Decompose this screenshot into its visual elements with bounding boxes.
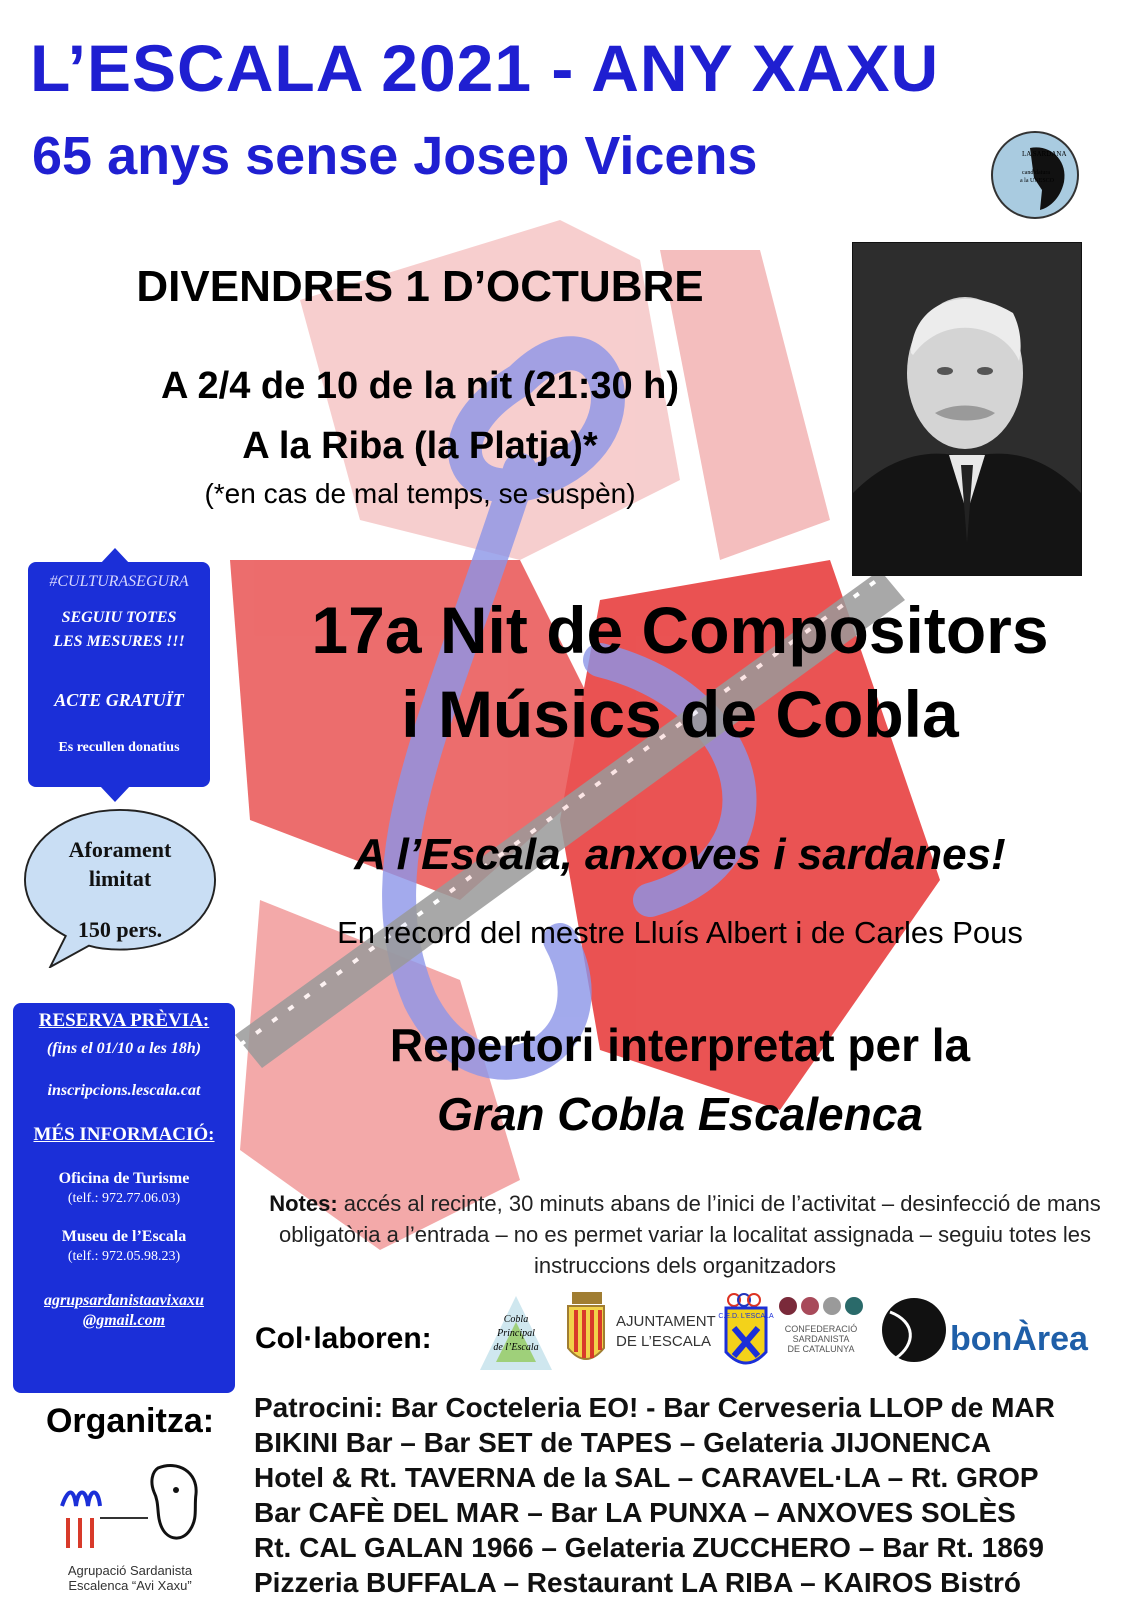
tourism-office-phone: (telf.: 972.77.06.03) bbox=[67, 1191, 181, 1206]
tourism-office-name: Oficina de Turisme bbox=[58, 1170, 190, 1187]
collaborators-label: Col·laboren: bbox=[255, 1322, 432, 1355]
cobla-logo-line2: Principal bbox=[497, 1328, 535, 1339]
poster-title: L’ESCALA 2021 - ANY XAXU bbox=[30, 31, 940, 105]
poster-subtitle: 65 anys sense Josep Vicens bbox=[32, 126, 758, 186]
confederacio-line2: SARDANISTA bbox=[792, 1334, 850, 1344]
tribute-line: En record del mestre Lluís Albert i de Carles Pous bbox=[337, 915, 1023, 950]
confederacio-line1: CONFEDERACIÓ bbox=[784, 1324, 858, 1334]
reservation-info-box bbox=[13, 1003, 235, 1393]
capacity-line1: Aforament bbox=[68, 837, 172, 862]
event-place: A la Riba (la Platja)* bbox=[242, 425, 598, 467]
josep-vicens-portrait bbox=[852, 242, 1082, 576]
box1-top-pointer bbox=[100, 548, 130, 564]
safety-info-box bbox=[28, 562, 210, 787]
ajuntament-line1: AJUNTAMENT bbox=[616, 1313, 716, 1330]
box1-bottom-pointer bbox=[100, 786, 130, 802]
collaborator-logos bbox=[476, 1292, 1126, 1374]
sardana-unesco-badge bbox=[990, 130, 1080, 220]
event-time: A 2/4 de 10 de la nit (21:30 h) bbox=[160, 365, 680, 407]
organizer-name-line2: Escalenca “Avi Xaxu” bbox=[68, 1578, 192, 1593]
notes-text: accés al recinte, 30 minuts abans de l’inici de l’activitat – desinfecció de mans obligatòria a l’entrada – no es permet variar la localitat assignada – seguiu totes les instruccions dels organitzadors bbox=[278, 1191, 1101, 1278]
repertoire-line2: Gran Cobla Escalenca bbox=[437, 1088, 923, 1140]
free-event-label: ACTE GRATUÏT bbox=[54, 690, 184, 710]
cobla-logo-line1: Cobla bbox=[503, 1314, 529, 1325]
ajuntament-logo bbox=[568, 1292, 716, 1359]
reserve-website[interactable]: inscripcions.lescala.cat bbox=[47, 1082, 201, 1099]
notes-label: Notes: bbox=[269, 1191, 338, 1216]
capacity-text bbox=[30, 835, 210, 944]
sponsors-line: Bar CAFÈ DEL MAR – Bar LA PUNXA – ANXOVES SOLÈS bbox=[254, 1497, 1016, 1528]
notes-paragraph bbox=[250, 1188, 1120, 1281]
sponsors-line: Patrocini: Bar Cocteleria EO! - Bar Cerveseria LLOP de MAR bbox=[254, 1392, 1055, 1423]
cobla-logo-line3: de l’Escala bbox=[493, 1342, 539, 1353]
sponsors-line: Hotel & Rt. TAVERNA de la SAL – CARAVEL·LA – Rt. GROP bbox=[254, 1462, 1039, 1493]
hashtag-label: #CULTURASEGURA bbox=[49, 573, 189, 590]
sponsors-line: BIKINI Bar – Bar SET de TAPES – Gelateria JIJONENCA bbox=[254, 1427, 992, 1458]
cobla-principal-logo bbox=[480, 1296, 552, 1370]
ajuntament-line2: DE L’ESCALA bbox=[616, 1333, 712, 1350]
reserve-deadline: (fins el 01/10 a les 18h) bbox=[46, 1040, 202, 1057]
email-line2[interactable]: @gmail.com bbox=[82, 1312, 166, 1329]
capacity-count: 150 pers. bbox=[77, 917, 163, 942]
weather-note: (*en cas de mal temps, se suspèn) bbox=[204, 478, 636, 509]
badge-line3: a la UNESCO bbox=[1020, 178, 1054, 184]
museum-name: Museu de l’Escala bbox=[61, 1228, 187, 1245]
main-event-title bbox=[240, 588, 1120, 756]
capacity-line2: limitat bbox=[88, 866, 152, 891]
organizer-name bbox=[40, 1563, 220, 1593]
badge-line2: candidatura bbox=[1022, 170, 1050, 176]
museum-phone: (telf.: 972.05.98.23) bbox=[67, 1249, 181, 1264]
reserve-heading: RESERVA PRÈVIA: bbox=[38, 1010, 210, 1031]
safety-line1: SEGUIU TOTES bbox=[61, 609, 177, 626]
ced-logo-text: C.E.D. L’ESCALA bbox=[718, 1313, 774, 1320]
organizer-name-line1: Agrupació Sardanista bbox=[67, 1563, 193, 1578]
main-title-line1: 17a Nit de Compositors bbox=[311, 593, 1049, 667]
bonarea-logo: bonÀrea bbox=[950, 1320, 1088, 1358]
main-title-line2: i Músics de Cobla bbox=[401, 677, 959, 751]
tennis-logo bbox=[882, 1298, 946, 1362]
ced-lescala-logo bbox=[718, 1294, 774, 1363]
event-date: DIVENDRES 1 D’OCTUBRE bbox=[136, 262, 704, 311]
organizer-label: Organitza: bbox=[45, 1402, 215, 1440]
slogan: A l’Escala, anxoves i sardanes! bbox=[354, 830, 1006, 879]
sponsors-line: Rt. CAL GALAN 1966 – Gelateria ZUCCHERO – Bar Rt. 1869 bbox=[254, 1532, 1044, 1563]
sponsors-list bbox=[254, 1390, 1124, 1600]
safety-line2: LES MESURES !!! bbox=[53, 633, 185, 650]
agrupacio-sardanista-logo bbox=[58, 1458, 208, 1558]
email-line1[interactable]: agrupsardanistaavixaxu bbox=[43, 1292, 205, 1309]
confederacio-sardanista-logo bbox=[779, 1297, 863, 1354]
confederacio-line3: DE CATALUNYA bbox=[787, 1344, 855, 1354]
repertoire-line1: Repertori interpretat per la bbox=[389, 1019, 971, 1071]
more-info-heading: MÉS INFORMACIÓ: bbox=[33, 1124, 215, 1145]
badge-line1: LA SARDANA bbox=[1022, 150, 1067, 158]
sponsors-line: Pizzeria BUFFALA – Restaurant LA RIBA – KAIROS Bistró bbox=[254, 1567, 1022, 1598]
donations-label: Es recullen donatius bbox=[58, 740, 180, 755]
